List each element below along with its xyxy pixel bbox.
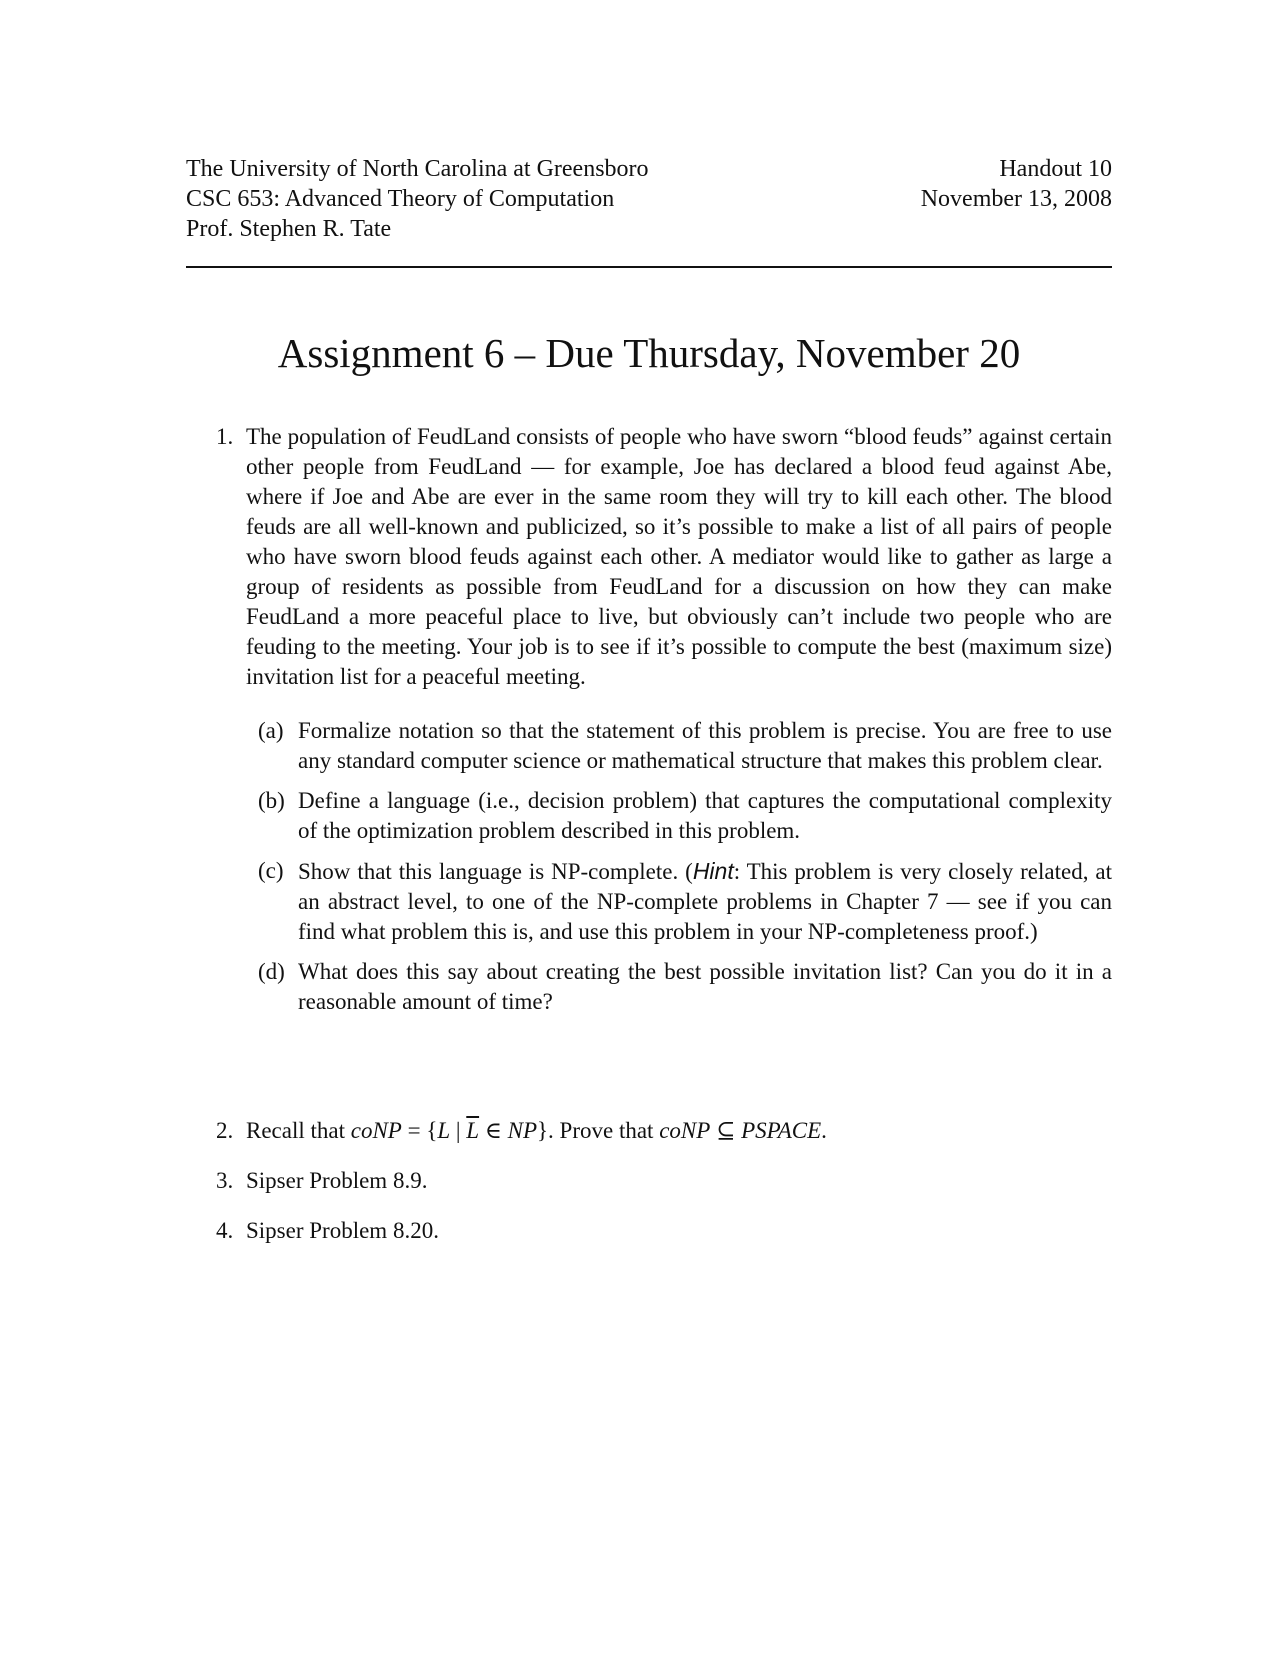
- math-eq: = {: [401, 1118, 438, 1143]
- text-segment: .: [821, 1118, 827, 1143]
- text-segment: . Prove that: [548, 1118, 660, 1143]
- part-text-end: : This problem is very closely related, at an abstract level, to one of the NP-complete problems in Chapter 7 — see if you can find what problem this is, and use this problem in your NP-completeness proof.): [298, 859, 1112, 944]
- problem-1-parts: [216, 716, 1112, 1017]
- problem-1: [216, 422, 1112, 1017]
- part-b: [246, 786, 1112, 846]
- math-in: ∈: [479, 1118, 508, 1143]
- problem-4: [216, 1216, 1112, 1246]
- math-L-complement: $\overline{L}$: [466, 1118, 480, 1143]
- text-segment: Recall that: [246, 1118, 351, 1143]
- math-bar: |: [450, 1118, 467, 1143]
- math-np: NP: [507, 1118, 537, 1143]
- math-L: L: [437, 1118, 451, 1143]
- instructor-name: Prof. Stephen R. Tate: [186, 216, 392, 242]
- part-label: (b): [258, 788, 285, 813]
- handout-number: Handout 10: [999, 156, 1112, 182]
- math-subset: ⊆: [710, 1118, 742, 1143]
- problem-number: 1.: [216, 424, 234, 449]
- math-conp: coNP: [350, 1118, 402, 1143]
- header-divider: [186, 266, 1112, 268]
- problem-text: The population of FeudLand consists of people who have sworn “blood feuds” against certain other people from FeudLand — for example, Joe has declared a blood feud against Abe, where if Joe and Abe are ever in the same room they will try to kill each other. The blood feuds are all well-known and publicized, so it’s possible to make a list of all pairs of people who have sworn blood feuds against each other. A mediator would like to gather as large a group of residents as possible from FeudLand for a discussion on how they can make FeudLand a more peaceful place to live, but obviously can’t include two people who are feuding to the meeting. Your job is to see if it’s possible to compute the best (maximum size) invitation list for a peaceful meeting.: [246, 424, 1112, 689]
- course-name: CSC 653: Advanced Theory of Computation: [186, 186, 615, 212]
- part-label: (a): [258, 718, 284, 743]
- page-title: Assignment 6 – Due Thursday, November 20: [277, 330, 1021, 376]
- math-pspace: PSPACE: [741, 1118, 822, 1143]
- part-label: (d): [258, 959, 285, 984]
- part-text: Define a language (i.e., decision problem) that captures the computational complexity of the optimization problem described in this problem.: [298, 788, 1112, 843]
- problem-text: [246, 1116, 1112, 1146]
- part-label: (c): [258, 858, 284, 883]
- part-c: [246, 856, 1112, 947]
- part-a: [246, 716, 1112, 776]
- header-left: [186, 154, 649, 244]
- problem-text: Sipser Problem 8.9.: [246, 1168, 428, 1193]
- problem-number: 3.: [216, 1168, 234, 1193]
- part-d: [246, 957, 1112, 1017]
- part-text: Formalize notation so that the statement of this problem is precise. You are free to use any standard computer science or mathematical structure that makes this problem clear.: [298, 718, 1112, 773]
- handout-date: November 13, 2008: [920, 186, 1112, 212]
- part-text-start: Show that this language is NP-complete. (: [298, 859, 693, 884]
- problem-2: [216, 1116, 1112, 1146]
- header-right: [921, 154, 1112, 214]
- hint-label: Hint: [692, 858, 734, 884]
- university-name: The University of North Carolina at Greensboro: [186, 156, 649, 182]
- problem-3: [216, 1166, 1112, 1196]
- problem-number: 4.: [216, 1218, 234, 1243]
- math-conp: coNP: [659, 1118, 711, 1143]
- problem-text: Sipser Problem 8.20.: [246, 1218, 439, 1243]
- problem-number: 2.: [216, 1118, 234, 1143]
- part-text: [298, 856, 1112, 947]
- math-close: }: [537, 1118, 549, 1143]
- part-text: What does this say about creating the best possible invitation list? Can you do it in a reasonable amount of time?: [298, 959, 1112, 1014]
